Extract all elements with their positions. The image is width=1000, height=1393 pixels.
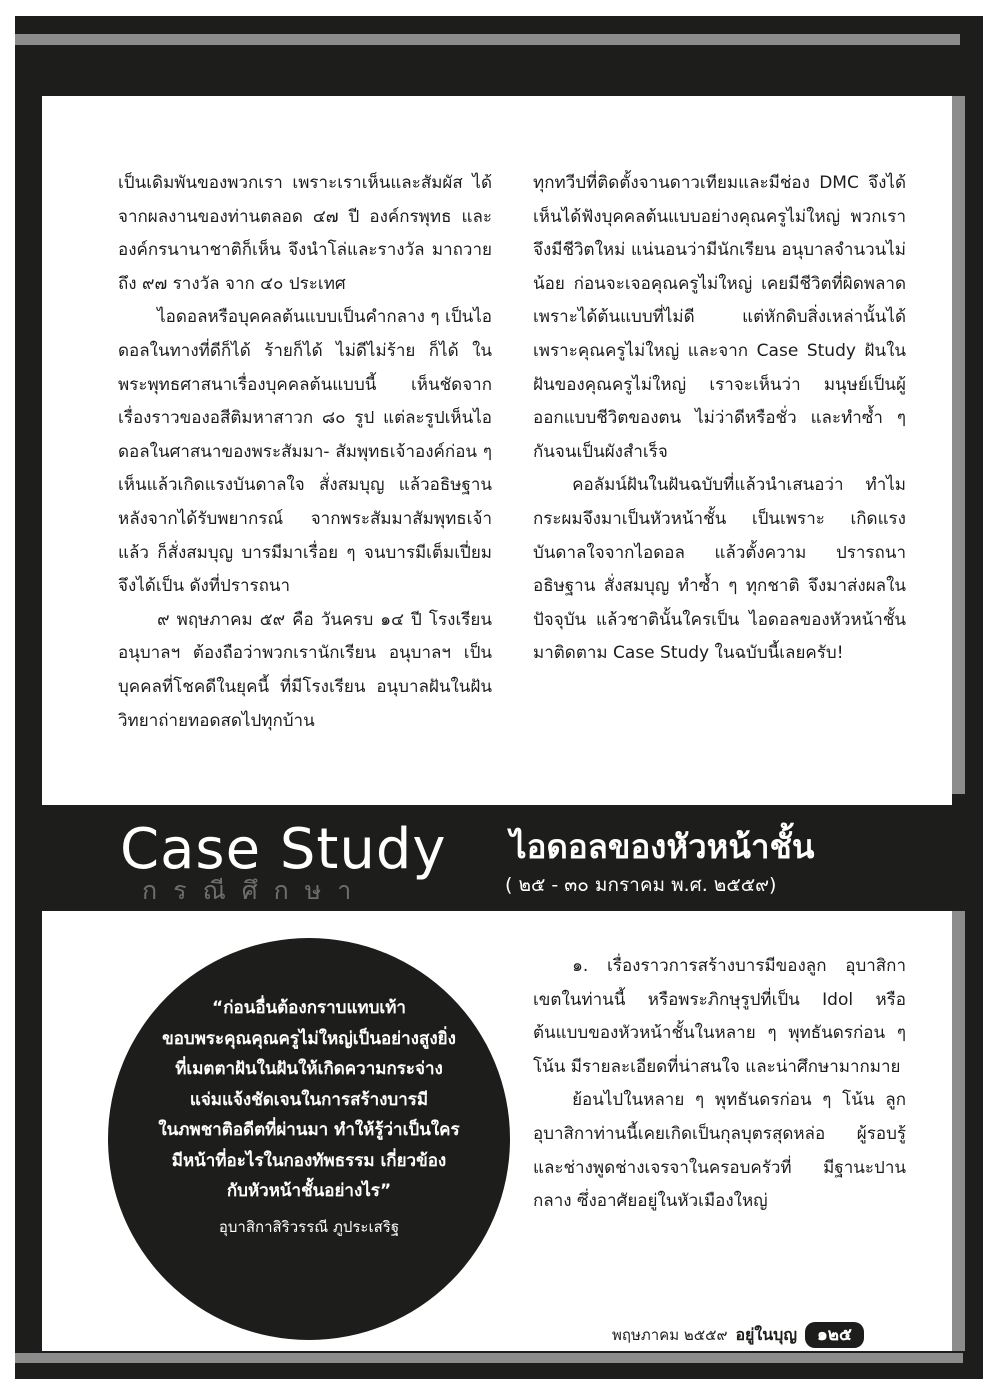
text-line: ไม่ว่าดีหรือชั่ว และทำซ้ำ ๆ กันจนเป็นผังสำเร็จ	[533, 408, 906, 462]
paragraph	[118, 301, 492, 603]
text-line: ดังที่ปรารถนา	[189, 576, 291, 597]
text-line: โรงเรียนอนุบาลฯ ต้องถือว่าพวกเรานักเรียน	[118, 609, 493, 664]
quote-line: กับหัวหน้าชั้นอย่างไร”	[226, 1181, 392, 1201]
text-line: เคยมีชีวิตที่ผิดพลาด เพราะได้ต้นแบบที่ไม่ดี	[533, 273, 906, 328]
paragraph	[118, 167, 492, 301]
text-line: เห็นชัดจากเรื่องราวของอสีติมหาสาวก ๘๐ รูป	[118, 374, 492, 429]
quote-author: อุบาสิกาสิริวรรณี ภูประเสริฐ	[218, 1218, 400, 1236]
lower-right-gray-bar	[952, 911, 965, 1351]
case-study-title: Case Study	[120, 817, 447, 882]
text-line: และจาก Case Study ฝันในฝันของคุณครูไม่ใหญ่	[533, 340, 906, 395]
text-line: และน่าศึกษามากมาย	[745, 1056, 901, 1077]
text-line: ในฉบับนี้เลยครับ!	[714, 643, 844, 664]
text-line: เกิดแรงบันดาลใจจากไอดอล แล้วตั้งความ	[533, 508, 906, 563]
text-line: อนุบาลจำนวนไม่น้อย ก่อนจะเจอคุณครูไม่ใหญ่	[533, 240, 906, 294]
quote-line: มีหน้าที่อะไรในกองทัพธรรม เกี่ยวข้อง	[171, 1150, 447, 1171]
paragraph	[533, 950, 906, 1084]
text-line: ได้จากผลงานของท่านตลอด ๔๗ ปี องค์กรพุทธ	[118, 173, 492, 227]
quote-line: ที่เมตตาฝันในฝันให้เกิดความกระจ่าง	[175, 1059, 443, 1079]
quote-line: แจ่มแจ้งชัดเจนในการสร้างบารมี	[189, 1089, 429, 1110]
text-line: ๙ พฤษภาคม ๕๙ คือ วันครบ ๑๔ ปี	[157, 609, 422, 630]
text-line: เป็นเดิมพันของพวกเรา เพราะเราเห็นและสัมผัส	[118, 173, 463, 193]
text-line: ไอดอลหรือบุคคลต้นแบบเป็นคำกลาง ๆ	[157, 307, 440, 328]
footer-magazine-name: อยู่ในบุญ	[735, 1325, 797, 1344]
text-line: ผู้รอบรู้และช่างพูดช่างเจรจาในครอบครัวที่	[533, 1123, 906, 1178]
left-text-column	[118, 167, 492, 738]
text-line: ปรารถนา อธิษฐาน สั่งสมบุญ ทำซ้ำ ๆ ทุกชาติ	[533, 542, 906, 597]
article-date: ( ๒๕ - ๓๐ มกราคม พ.ศ. ๒๕๕๙)	[505, 874, 777, 896]
text-line: บารมีมาเรื่อย ๆ จนบารมีเต็มเปี่ยมจึงได้เป็น	[118, 542, 492, 597]
right-text-column	[533, 167, 906, 671]
case-study-subtitle: กรณีศึกษา	[142, 876, 368, 905]
text-line: จึงมาส่งผลในปัจจุบัน แล้วชาตินั้นใครเป็น	[533, 576, 906, 630]
text-line: สัมพุทธเจ้าองค์ก่อน ๆ เห็นแล้วเกิดแรงบันดาลใจ	[118, 441, 492, 496]
text-line: เป็นไอดอลในทางที่ดีก็ได้ ร้ายก็ได้ ไม่ดีไม่ร้าย	[118, 307, 492, 361]
bottom-gray-bar	[15, 1353, 963, 1363]
text-line: แต่หักดิบสิ่งเหล่านั้นได้เพราะคุณครูไม่ใหญ่	[533, 307, 906, 361]
page-footer	[612, 1322, 864, 1348]
quote-line: “ก่อนอื่นต้องกราบแทบเท้า	[212, 998, 406, 1018]
text-line: จากพระสัมมาสัมพุทธเจ้าแล้ว ก็สั่งสมบุญ	[118, 508, 492, 563]
quote-line: ขอบพระคุณคุณครูไม่ใหญ่เป็นอย่างสูงยิ่ง	[162, 1028, 456, 1049]
paragraph	[533, 167, 906, 469]
paragraph	[533, 469, 906, 671]
text-line: อนุบาลฯ เป็นบุคคลที่โชคดีในยุคนี้ ที่มีโรงเรียน	[118, 643, 492, 697]
top-gray-bar	[15, 34, 960, 45]
text-line: ก็ได้ ในพระพุทธศาสนาเรื่องบุคคลต้นแบบนี้	[118, 340, 492, 395]
text-line: พุทธันดรก่อน ๆ โน้น มีรายละเอียดที่น่าสนใจ	[533, 1023, 907, 1077]
text-line: พวกเราจึงมีชีวิตใหม่ แน่นอนว่ามีนักเรียน	[533, 206, 906, 261]
text-line: มาถวายถึง ๙๗ รางวัล จาก ๔๐ ประเทศ	[118, 240, 492, 294]
text-line: อนุบาลฝันในฝันวิทยาถ่ายทอดสดไปทุกบ้าน	[118, 676, 492, 731]
text-line: ทำไมกระผมจึงมาเป็นหัวหน้าชั้น เป็นเพราะ	[533, 475, 906, 529]
footer-issue: พฤษภาคม ๒๕๕๙	[612, 1326, 728, 1344]
text-line: เราจะเห็นว่า มนุษย์เป็นผู้ออกแบบชีวิตของตน	[533, 374, 906, 429]
text-line: ทุกทวีปที่ติดตั้งจานดาวเทียมและมีช่อง DMC	[533, 173, 859, 193]
page-number: ๑๒๕	[805, 1322, 864, 1348]
upper-right-gray-bar	[952, 96, 965, 794]
lower-right-text-column	[533, 950, 906, 1219]
text-line: แต่ละรูปเห็นไอดอลในศาสนาของพระสัมมา-	[118, 408, 493, 462]
text-line: และองค์กรนานาชาติก็เห็น จึงนำโล่และรางวัล	[118, 206, 493, 261]
text-line: คอลัมน์ฝันในฝันฉบับที่แล้วนำเสนอว่า	[572, 475, 844, 496]
text-line: Idol หรือต้นแบบของหัวหน้าชั้นในหลาย ๆ	[533, 989, 906, 1044]
text-line: ลูกอุบาสิกาท่านนี้เคยเกิดเป็นกุลบุตรสุดหล่อ	[533, 1090, 906, 1144]
text-line: อุบาสิกาเขตในท่านนี้ หรือพระภิกษุรูปที่เป็น	[533, 956, 906, 1010]
paragraph	[118, 604, 492, 738]
text-line: ย้อนไปในหลาย ๆ พุทธันดรก่อน ๆ โน้น	[572, 1090, 875, 1111]
text-line: สั่งสมบุญ แล้วอธิษฐาน หลังจากได้รับพยากรณ์	[118, 475, 493, 529]
text-line: ๑. เรื่องราวการสร้างบารมีของลูก	[572, 956, 827, 976]
text-line: จึงได้เห็นได้ฟังบุคคลต้นแบบอย่างคุณครูไม่ใหญ่	[533, 173, 907, 227]
text-line: มีฐานะปานกลาง ซึ่งอาศัยอยู่ในหัวเมืองใหญ่	[533, 1157, 906, 1212]
article-headline: ไอดอลของหัวหน้าชั้น	[510, 827, 815, 866]
quote-line: ในภพชาติอดีตที่ผ่านมา ทำให้รู้ว่าเป็นใคร	[158, 1120, 460, 1140]
pull-quote	[118, 993, 500, 1207]
text-line: ไอดอลของหัวหน้าชั้น มาติดตาม Case Study	[533, 609, 906, 664]
paragraph	[533, 1084, 906, 1218]
